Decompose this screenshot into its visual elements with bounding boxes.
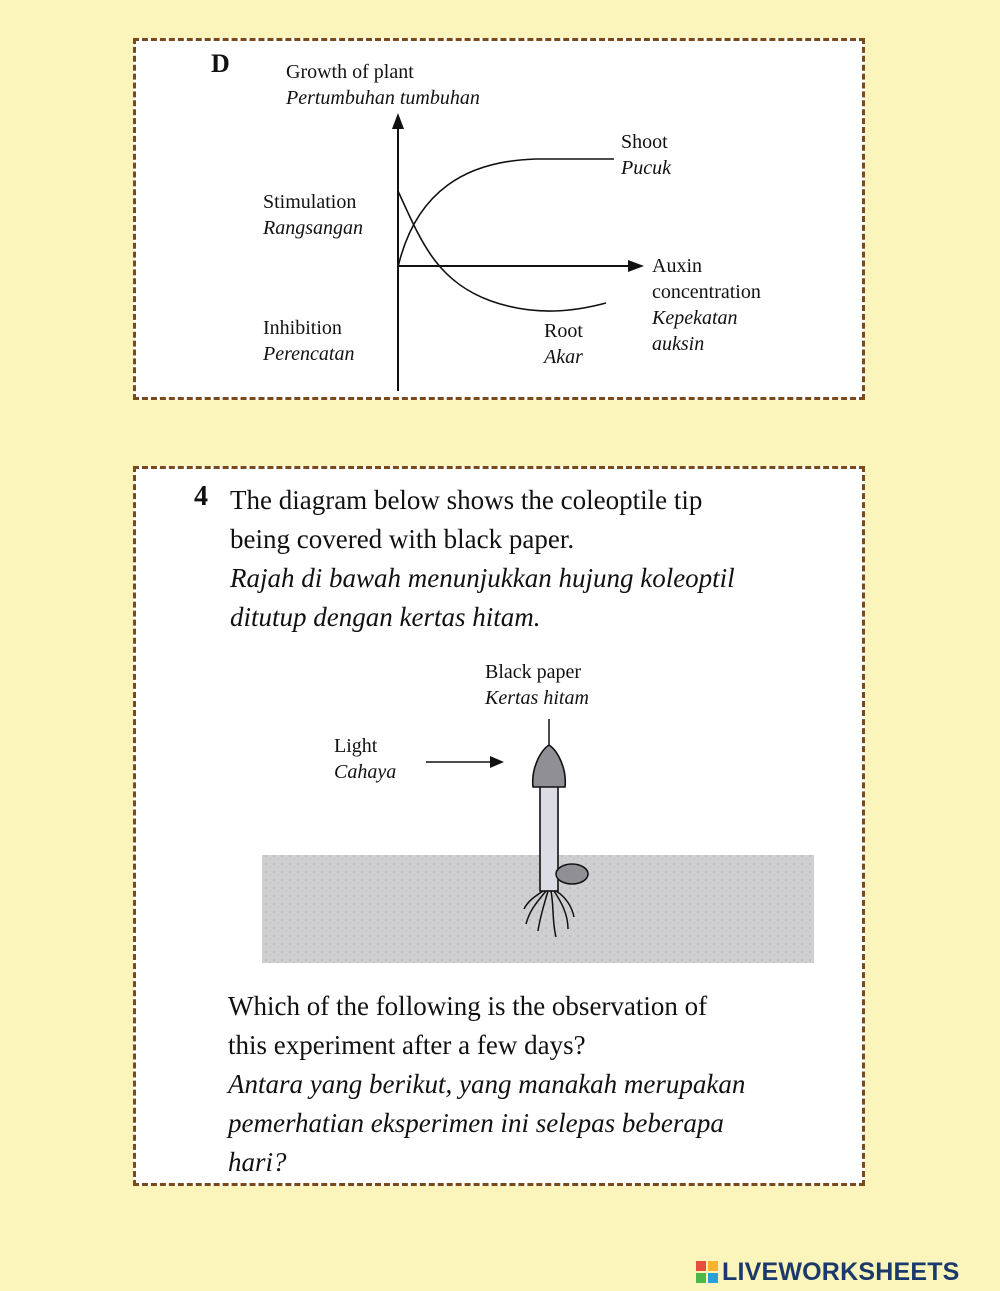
soil [262, 855, 814, 963]
light-label-ms: Cahaya [334, 761, 397, 783]
shoot-label-ms: Pucuk [621, 157, 671, 179]
liveworksheets-brand [696, 1256, 996, 1288]
y-axis-arrowhead [392, 113, 404, 129]
ask-line: this experiment after a few days? [228, 1030, 586, 1060]
y-axis-label: Growth of plant [286, 61, 414, 83]
root-curve [398, 191, 606, 311]
x-axis-label-ms: Kepekatan [652, 307, 738, 329]
intro-line: The diagram below shows the coleoptile tip [230, 485, 703, 515]
intro-line-ms: Rajah di bawah menunjukkan hujung koleoptil [230, 563, 735, 593]
intro-line: being covered with black paper. [230, 524, 575, 554]
inhibition-label-ms: Perencatan [263, 343, 355, 365]
black-paper-cap [533, 745, 566, 787]
option-d-card [133, 38, 865, 400]
stimulation-label: Stimulation [263, 191, 357, 213]
x-axis-arrowhead [628, 260, 644, 272]
question-card [133, 466, 865, 1186]
y-axis-label-ms: Pertumbuhan tumbuhan [286, 87, 480, 109]
option-letter: D [211, 49, 230, 78]
light-label: Light [334, 735, 378, 757]
stimulation-label-ms: Rangsangan [263, 217, 363, 239]
x-axis-label: Auxin [652, 255, 702, 277]
black-paper-label: Black paper [485, 661, 582, 683]
ask-line-ms: hari? [228, 1147, 287, 1177]
root-label-ms: Akar [544, 346, 583, 368]
ask-line: Which of the following is the observation of [228, 991, 708, 1021]
x-axis-label-2: concentration [652, 281, 761, 303]
liveworksheets-logo-icon [696, 1261, 718, 1283]
shoot-label: Shoot [621, 131, 668, 153]
inhibition-label: Inhibition [263, 317, 342, 339]
shoot-curve [398, 159, 614, 267]
seed [556, 864, 588, 884]
ask-line-ms: pemerhatian eksperimen ini selepas beberapa [228, 1108, 724, 1138]
question-number: 4 [194, 481, 208, 512]
ask-line-ms: Antara yang berikut, yang manakah merupakan [228, 1069, 746, 1099]
light-arrowhead [490, 756, 504, 768]
black-paper-label-ms: Kertas hitam [485, 687, 589, 709]
x-axis-label-ms-2: auksin [652, 333, 705, 355]
question-ask [228, 987, 850, 1182]
intro-line-ms: ditutup dengan kertas hitam. [230, 602, 541, 632]
coleoptile-stem [540, 785, 558, 891]
brand-name: LIVEWORKSHEETS [722, 1258, 960, 1286]
auxin-graph [136, 41, 868, 403]
root-label: Root [544, 320, 583, 342]
